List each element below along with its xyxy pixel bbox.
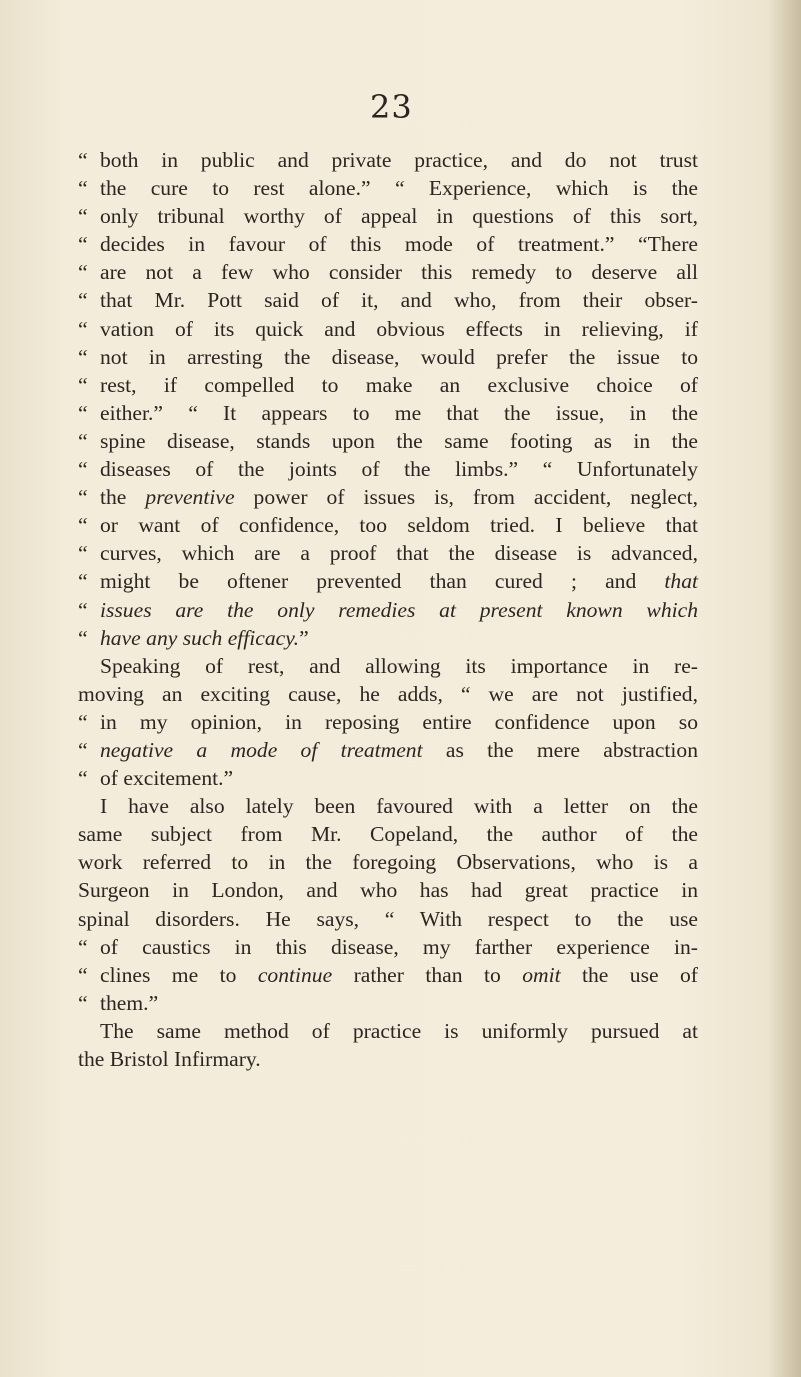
quote-mark: “ [78,344,88,369]
paragraph-3-line [78,933,698,961]
line-text: I have also lately been favoured with a letter on the [100,794,698,819]
line-text: rest, if compelled to make an exclusive choice of [100,372,698,397]
paragraph-2-line [78,736,698,764]
paragraph-3-line [78,876,698,904]
line-text: the Bristol Infirmary. [78,1047,261,1071]
paragraph-3-line [78,905,698,933]
paragraph-1-line [78,539,698,567]
line-text: of excitement.” [100,766,234,791]
paragraph-1-line [78,624,698,652]
line-text: work referred to in the foregoing Observations, who is a [78,850,698,875]
quote-mark: “ [78,316,88,341]
paragraph-2-line [78,708,698,736]
line-text: power of issues is, from accident, neglect, [234,485,699,510]
quote-mark: “ [78,288,88,313]
italic-text: that [664,569,698,594]
quote-mark: “ [78,597,88,622]
paragraph-1-line [78,230,698,258]
italic-text: negative a mode of treatment [100,737,423,762]
line-text: only tribunal worthy of appeal in questions of this sort, [100,204,698,229]
paragraph-1-line [78,567,698,595]
italic-text: issues are the only remedies at present known which [100,597,698,622]
paragraph-3-line [78,961,698,989]
quote-mark: “ [78,485,88,510]
paragraph-1-line [78,511,698,539]
line-text: The same method of practice is uniformly pursued at [100,1018,698,1043]
line-text: might be oftener prevented than cured ; and [100,569,665,594]
paragraph-2-line [78,764,698,792]
quote-mark: “ [78,372,88,397]
italic-text: preventive [145,485,235,510]
paragraph-4-line [78,1045,698,1073]
line-text: same subject from Mr. Copeland, the author of the [78,822,698,847]
quote-mark: “ [78,737,88,762]
line-text: decides in favour of this mode of treatment.” “There [100,232,698,257]
line-text: the [100,485,146,510]
quote-mark: “ [78,513,88,538]
line-text: not in arresting the disease, would prefer the issue to [100,344,698,369]
quote-mark: “ [78,962,88,987]
body-text [78,146,698,1073]
quote-mark: “ [78,260,88,285]
page-edge-shadow [767,0,801,1377]
paragraph-1-line [78,174,698,202]
quote-mark: “ [78,176,88,201]
line-text: Speaking of rest, and allowing its importance in re- [100,653,698,678]
line-text: spinal disorders. He says, “ With respect to the use [78,906,698,931]
quote-mark: “ [78,569,88,594]
line-text: moving an exciting cause, he adds, “ we are not justified, [78,681,698,706]
line-text: the cure to rest alone.” “ Experience, which is the [100,176,698,201]
paragraph-1-line [78,399,698,427]
quote-mark: “ [78,990,88,1015]
page-number: 23 [370,88,413,126]
line-text: that Mr. Pott said of it, and who, from their obser- [100,288,698,313]
paragraph-1-line [78,315,698,343]
quote-mark: “ [78,934,88,959]
paragraph-1-line [78,202,698,230]
paragraph-1-line [78,146,698,174]
quote-mark: “ [78,232,88,257]
line-text: the use of [560,962,698,987]
paragraph-1-line [78,455,698,483]
line-text: them.” [100,990,159,1015]
line-text: curves, which are a proof that the disease is advanced, [100,541,698,566]
paragraph-2-line [78,680,698,708]
line-text: as the mere abstraction [422,737,699,762]
italic-text: have any such efficacy. [100,625,300,650]
paragraph-1-line [78,258,698,286]
quote-mark: “ [78,428,88,453]
paragraph-3-line [78,989,698,1017]
paragraph-1-line [78,371,698,399]
quote-mark: “ [78,400,88,425]
line-text: of caustics in this disease, my farther experience in- [100,934,698,959]
line-text: spine disease, stands upon the same footing as in the [100,428,698,453]
italic-text: continue [257,962,333,987]
paragraph-1-line [78,596,698,624]
line-text: Surgeon in London, and who has had great practice in [78,878,698,903]
line-text: or want of confidence, too seldom tried. I believe that [100,513,698,538]
line-text: vation of its quick and obvious effects in relieving, if [100,316,698,341]
quote-mark: “ [78,709,88,734]
italic-text: omit [522,962,561,987]
line-text: ” [299,625,309,650]
line-text: are not a few who consider this remedy to deserve all [100,260,698,285]
line-text: either.” “ It appears to me that the issue, in the [100,400,698,425]
quote-mark: “ [78,204,88,229]
quote-mark: “ [78,625,88,650]
quote-mark: “ [78,541,88,566]
line-text: both in public and private practice, and do not trust [100,148,698,172]
quote-mark: “ [78,148,88,172]
line-text: in my opinion, in reposing entire confidence upon so [100,709,698,734]
paragraph-1-line [78,286,698,314]
paragraph-1-line [78,427,698,455]
paragraph-3-line [78,792,698,820]
quote-mark: “ [78,766,88,791]
paragraph-3-line [78,848,698,876]
line-text: rather than to [332,962,523,987]
paragraph-3-line [78,820,698,848]
paragraph-1-line [78,343,698,371]
line-text: clines me to [100,962,258,987]
paragraph-4-line [78,1017,698,1045]
line-text: diseases of the joints of the limbs.” “ Unfortunately [100,457,698,482]
quote-mark: “ [78,457,88,482]
paragraph-1-line [78,483,698,511]
paragraph-2-line [78,652,698,680]
